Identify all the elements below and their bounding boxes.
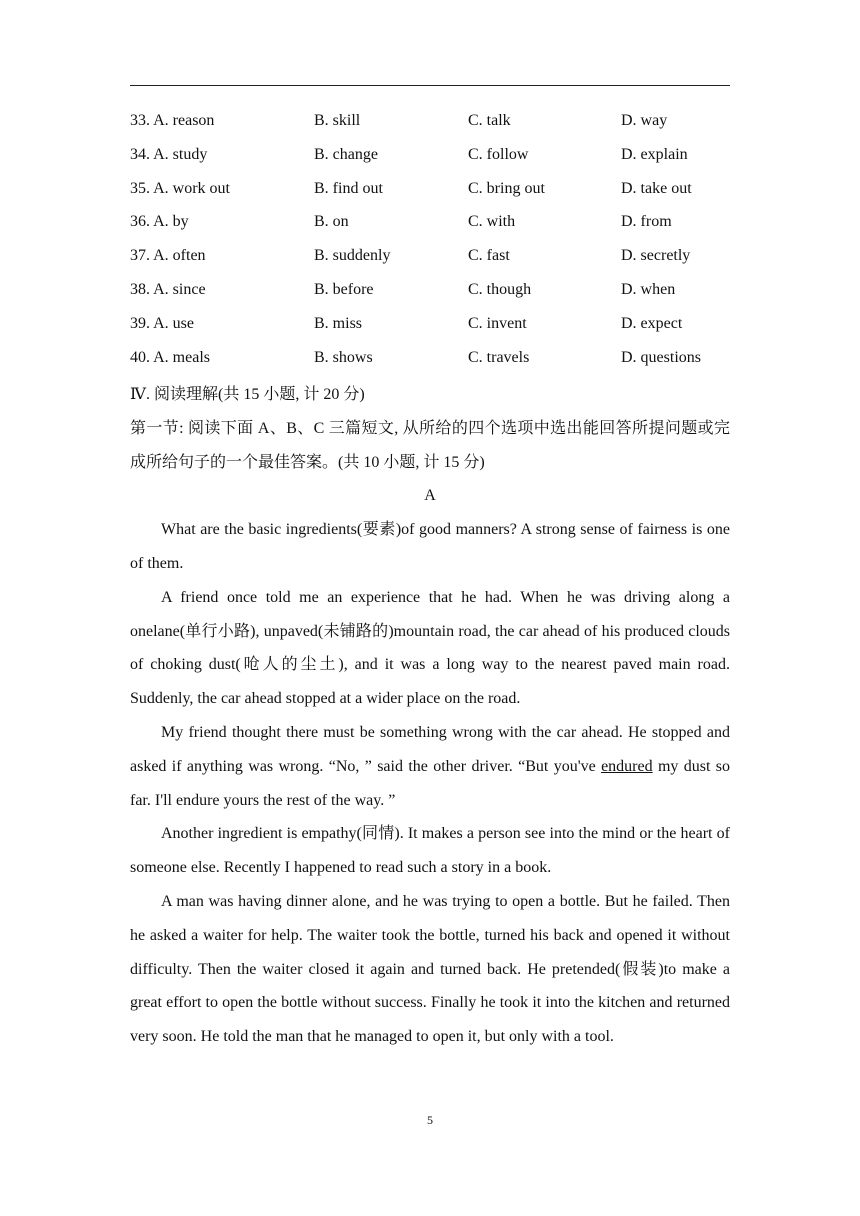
option-d: D. way (621, 112, 668, 129)
option-d: D. expect (621, 314, 683, 332)
section-heading: Ⅳ. 阅读理解(共 15 小题, 计 20 分) (130, 386, 365, 403)
option-b: B. before (314, 280, 374, 298)
option-b: B. skill (314, 112, 361, 129)
option-c: C. though (468, 280, 532, 298)
option-a: 34. A. study (130, 145, 208, 163)
option-row (130, 346, 730, 380)
option-b: B. change (314, 145, 378, 163)
passage-label: A (424, 487, 436, 505)
answer-options (130, 109, 730, 379)
passage-paragraph: A friend once told me an experience that he had. When he was driving along a onelane(单行小路), unpaved(未铺路的)mountain road, the car ahead of his produced clouds of choking dust(呛人的尘土), and it was a long way to the nearest paved main road. Suddenly, the car ahead stopped at a wider place on the road. (130, 588, 730, 708)
option-c: C. invent (468, 314, 527, 332)
option-row (130, 177, 730, 211)
option-c: C. bring out (468, 179, 545, 197)
option-a: 33. A. reason (130, 112, 215, 129)
option-d: D. explain (621, 145, 688, 163)
option-a: 35. A. work out (130, 179, 230, 197)
option-d: D. when (621, 280, 676, 298)
option-c: C. follow (468, 145, 529, 163)
underlined-word: endured (601, 757, 653, 775)
paragraph-text: my dust so far. I'll endure yours the rest of the way. ” (130, 757, 731, 809)
option-b: B. miss (314, 314, 363, 332)
page-number: 5 (427, 1113, 433, 1127)
option-row (130, 109, 730, 143)
option-a: 37. A. often (130, 247, 206, 265)
option-row (130, 244, 730, 278)
option-row (130, 312, 730, 346)
paragraph-text: My friend thought there must be something wrong with the car ahead. He stopped and asked if anything was wrong. “No, ” said the other driver. “But you've (130, 723, 730, 775)
option-row (130, 210, 730, 244)
section-instruction: 第一节: 阅读下面 A、B、C 三篇短文, 从所给的四个选项中选出能回答所提问题或完成所给句子的一个最佳答案。(共 10 小题, 计 15 分) (130, 419, 730, 471)
option-a: 39. A. use (130, 314, 194, 332)
option-row (130, 143, 730, 177)
option-a: 36. A. by (130, 213, 189, 231)
option-row (130, 278, 730, 312)
option-c: C. with (468, 213, 516, 231)
option-b: B. on (314, 213, 349, 231)
option-c: C. fast (468, 247, 510, 265)
header-rule (130, 85, 730, 86)
reading-section (130, 378, 730, 1054)
option-b: B. find out (314, 179, 383, 197)
option-d: D. secretly (621, 247, 691, 265)
option-d: D. take out (621, 179, 692, 197)
passage-paragraph: What are the basic ingredients(要素)of good manners? A strong sense of fairness is one of them. (130, 521, 730, 572)
passage-paragraph: Another ingredient is empathy(同情). It makes a person see into the mind or the heart of someone else. Recently I happened to read such a story in a book. (130, 825, 730, 877)
option-b: B. shows (314, 348, 373, 366)
option-b: B. suddenly (314, 247, 391, 265)
option-d: D. from (621, 213, 672, 231)
option-c: C. travels (468, 348, 530, 366)
option-a: 40. A. meals (130, 348, 210, 366)
passage-paragraph (130, 716, 730, 817)
option-a: 38. A. since (130, 280, 206, 298)
option-d: D. questions (621, 348, 701, 366)
option-c: C. talk (468, 112, 511, 129)
passage-paragraph: A man was having dinner alone, and he was trying to open a bottle. But he failed. Then he asked a waiter for help. The waiter took the bottle, turned his back and opened it without difficulty. Then the waiter closed it again and turned back. He pretended(假装)to make a great effort to open the bottle without success. Finally he took it into the kitchen and returned very soon. He told the man that he managed to open it, but only with a tool. (130, 892, 730, 1046)
